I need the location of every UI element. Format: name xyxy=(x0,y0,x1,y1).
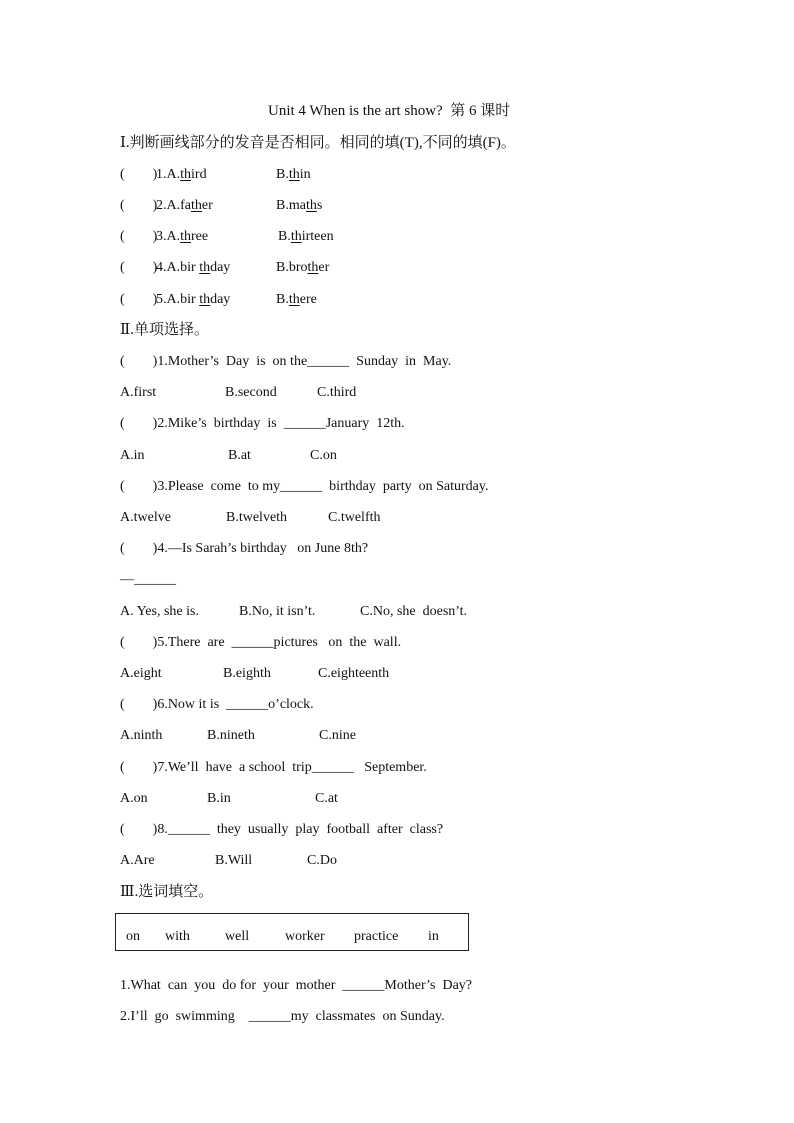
q4-answer-line: —______ xyxy=(120,572,176,587)
answer-blank[interactable]: ( ) xyxy=(120,198,158,213)
q3-option-b[interactable]: B.twelveth xyxy=(226,510,288,525)
q3-option-c[interactable]: C.twelfth xyxy=(328,510,381,525)
section-3-heading: Ⅲ.选词填空。 xyxy=(120,884,214,900)
option-a: 5.A.bir thday xyxy=(156,292,231,307)
q7-option-a[interactable]: A.on xyxy=(120,791,148,806)
question-8: ( )8.______ they usually play football after class? xyxy=(120,822,444,837)
q2-option-b[interactable]: B.at xyxy=(228,448,251,463)
q1-option-b[interactable]: B.second xyxy=(225,385,277,400)
section-1-heading: Ⅰ.判断画线部分的发音是否相同。相同的填(T),不同的填(F)。 xyxy=(120,135,516,151)
word-bank-item: practice xyxy=(354,929,399,944)
q8-option-b[interactable]: B.Will xyxy=(215,853,253,868)
q6-option-b[interactable]: B.nineth xyxy=(207,728,255,743)
option-a: 1.A.third xyxy=(156,167,207,182)
q8-option-c[interactable]: C.Do xyxy=(307,853,337,868)
word-bank-item: worker xyxy=(285,929,325,944)
answer-blank[interactable]: ( ) xyxy=(120,167,158,182)
q5-option-c[interactable]: C.eighteenth xyxy=(318,666,390,681)
q3-option-a[interactable]: A.twelve xyxy=(120,510,171,525)
word-bank-item: with xyxy=(165,929,190,944)
option-b: B.brother xyxy=(276,260,330,275)
fill-sentence-2: 2.I’ll go swimming ______my classmates on Sunday. xyxy=(120,1009,445,1024)
word-bank-box xyxy=(115,913,469,951)
fill-sentence-1: 1.What can you do for your mother ______Mother’s Day? xyxy=(120,978,472,993)
question-4: ( )4.—Is Sarah’s birthday on June 8th? xyxy=(120,541,369,556)
page-title: Unit 4 When is the art show? 第 6 课时 xyxy=(268,103,511,119)
question-6: ( )6.Now it is ______o’clock. xyxy=(120,697,314,712)
question-2: ( )2.Mike’s birthday is ______January 12th. xyxy=(120,416,405,431)
option-a: 2.A.father xyxy=(156,198,213,213)
option-a: 3.A.three xyxy=(156,229,209,244)
option-b: B.there xyxy=(276,292,317,307)
q6-option-c[interactable]: C.nine xyxy=(319,728,356,743)
q6-option-a[interactable]: A.ninth xyxy=(120,728,163,743)
answer-blank[interactable]: ( ) xyxy=(120,292,158,307)
q4-option-c[interactable]: C.No, she doesn’t. xyxy=(360,604,468,619)
question-7: ( )7.We’ll have a school trip______ September. xyxy=(120,760,427,775)
q2-option-a[interactable]: A.in xyxy=(120,448,145,463)
option-b: B.thirteen xyxy=(278,229,334,244)
question-1: ( )1.Mother’s Day is on the______ Sunday in May. xyxy=(120,354,452,369)
question-5: ( )5.There are ______pictures on the wall. xyxy=(120,635,402,650)
q2-option-c[interactable]: C.on xyxy=(310,448,337,463)
q4-option-a[interactable]: A. Yes, she is. xyxy=(120,604,199,619)
option-b: B.maths xyxy=(276,198,323,213)
answer-blank[interactable]: ( ) xyxy=(120,229,158,244)
q1-option-c[interactable]: C.third xyxy=(317,385,357,400)
word-bank-item: in xyxy=(428,929,439,944)
option-a: 4.A.bir thday xyxy=(156,260,231,275)
q1-option-a[interactable]: A.first xyxy=(120,385,157,400)
word-bank-item: on xyxy=(126,929,140,944)
section-2-heading: Ⅱ.单项选择。 xyxy=(120,322,209,338)
word-bank-item: well xyxy=(225,929,250,944)
q5-option-b[interactable]: B.eighth xyxy=(223,666,271,681)
answer-blank[interactable]: ( ) xyxy=(120,260,158,275)
q8-option-a[interactable]: A.Are xyxy=(120,853,155,868)
option-b: B.thin xyxy=(276,167,311,182)
question-3: ( )3.Please come to my______ birthday party on Saturday. xyxy=(120,479,489,494)
q7-option-c[interactable]: C.at xyxy=(315,791,338,806)
q7-option-b[interactable]: B.in xyxy=(207,791,231,806)
q4-option-b[interactable]: B.No, it isn’t. xyxy=(239,604,316,619)
q5-option-a[interactable]: A.eight xyxy=(120,666,162,681)
